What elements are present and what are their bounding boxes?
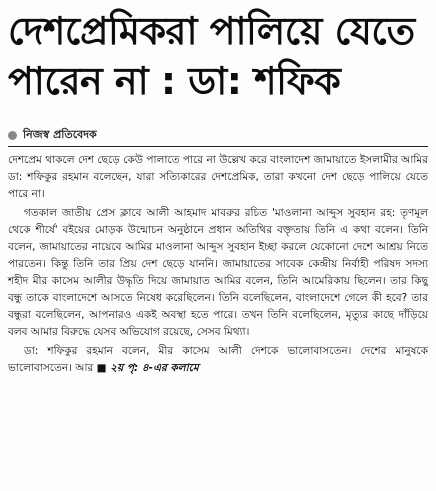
paragraph-2: গতকাল জাতীয় প্রেস ক্লাবে আলী আহমাদ মাবরুর রচিত 'মাওলানা আব্দুস সুবহান রহ: তৃণমূল থেকে শীর্ষে' বইয়ের মোড়ক উন্মোচন অনুষ্ঠানে প্রধান অতিথির বক্তৃতায় তিনি এ কথা বলেন। তিনি বলেন, জামায়াতের নায়েবে আমির মাওলানা আব্দুস সুবহান ইচ্ছা করলে যেকোনো দেশে আশ্রয় নিতে পারতেন। কিন্তু তিনি তার প্রিয় দেশ ছেড়ে যাননি। জামায়াতের সাবেক কেন্দ্রীয় নির্বাহী পরিষদ সদস্য শহীদ মীর কাসেম আলীর উদ্ধৃতি দিয়ে জামায়াত আমির বলেন, তিনি আমেরিকায় ছিলেন। তার কিছু বন্ধু তাকে বাংলাদেশে আসতে নিষেধ করেছিলেন। তিনি বলেছিলেন, বাংলাদেশে গেলে কী হবে? তার বন্ধুরা বলেছিলেন, আপনারও একই অবস্থা হতে পারে। তখন তিনি বলেছিলেন, মৃত্যুর কাছে দাঁড়িয়ে বলব আমার বিরুদ্ধে যেসব অভিযোগ রয়েছে, সেসব মিথ্যা। bbox=[8, 207, 428, 338]
divider bbox=[8, 146, 428, 147]
byline bbox=[8, 126, 97, 145]
byline-text: নিজস্ব প্রতিবেদক bbox=[23, 128, 97, 141]
paragraph-1: দেশপ্রেম থাকলে দেশ ছেড়ে কেউ পালাতে পারে না উল্লেখ করে বাংলাদেশ জামায়াতে ইসলামীর আমির ডা: শফিকুর রহমান বলেছেন, যারা সত্যিকারের দেশপ্রেমিক, তারা কখনো দেশ ছেড়ে পালিয়ে যেতে পারে না। bbox=[8, 154, 428, 200]
article-body bbox=[8, 152, 428, 379]
headline-line-2: পারেন না : ডা: শফিক bbox=[8, 59, 341, 103]
paragraph-3 bbox=[8, 343, 428, 377]
continuation-note: ■ ২য় পৃ: ৪-এর কলামে bbox=[96, 362, 199, 374]
headline-line-1: দেশপ্রেমিকরা পালিয়ে যেতে bbox=[8, 9, 415, 53]
bullet-icon bbox=[8, 131, 17, 140]
paragraph-3-text: ডা: শফিকুর রহমান বলেন, মীর কাসেম আলী দেশকে ভালোবাসতেন। দেশের মানুষকে ভালোবাসতেন। আর bbox=[8, 345, 428, 374]
headline bbox=[8, 6, 428, 106]
